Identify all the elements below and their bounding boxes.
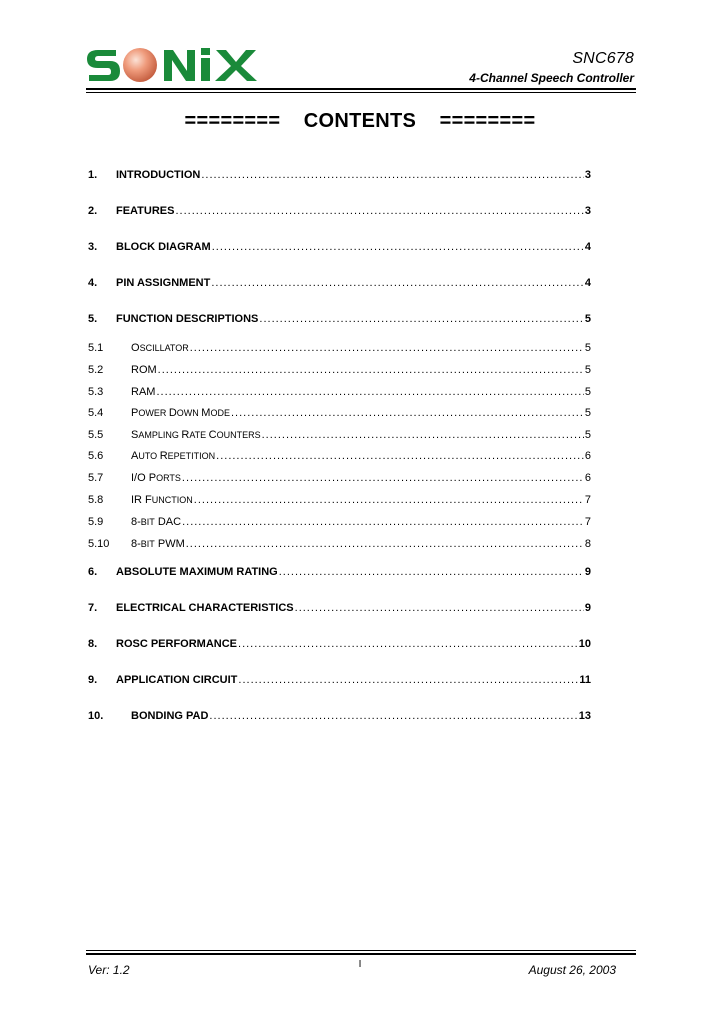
toc-page: 7 (584, 516, 591, 528)
toc-page: 5 (584, 386, 591, 398)
toc-title: ROM (131, 364, 157, 376)
document-date: August 26, 2003 (528, 963, 616, 977)
toc-page: 7 (584, 494, 591, 506)
toc-entry-block-diagram[interactable] (88, 241, 591, 257)
toc-number: 7. (88, 602, 98, 614)
toc-page: 5 (584, 364, 591, 376)
toc-number: 5.5 (88, 429, 104, 441)
toc-title: INTRODUCTION (116, 169, 201, 181)
toc-title: OSCILLATOR (131, 342, 189, 354)
toc-page: 13 (578, 710, 591, 722)
toc-page: 9 (584, 602, 591, 614)
leader-dots (295, 602, 584, 614)
leader-dots (262, 429, 584, 441)
toc-entry-features[interactable] (88, 205, 591, 221)
toc-title: ABSOLUTE MAXIMUM RATING (116, 566, 278, 578)
leader-dots (209, 710, 577, 722)
toc-title: AUTO REPETITION (131, 450, 216, 462)
toc-entry-rosc-performance[interactable] (88, 638, 591, 654)
toc-page: 11 (579, 674, 591, 686)
toc-title: FEATURES (116, 205, 175, 217)
leader-dots (211, 277, 584, 289)
version-label: Ver: 1.2 (88, 963, 130, 977)
footer-rule-thin (86, 950, 636, 951)
leader-dots (216, 450, 584, 462)
toc-title: BLOCK DIAGRAM (116, 241, 211, 253)
toc-number: 9. (88, 674, 98, 686)
toc-page: 3 (584, 205, 591, 217)
toc-entry-rom[interactable] (88, 364, 591, 380)
toc-number: 5.6 (88, 450, 104, 462)
toc-number: 1. (88, 169, 98, 181)
toc-page: 4 (584, 277, 591, 289)
toc-title: ELECTRICAL CHARACTERISTICS (116, 602, 294, 614)
contents-title: ======== CONTENTS ======== (184, 110, 536, 132)
toc-entry-oscillator[interactable] (88, 342, 591, 358)
toc-entry-sampling-rate-counters[interactable] (88, 429, 591, 445)
toc-number: 2. (88, 205, 98, 217)
toc-entry-auto-repetition[interactable] (88, 450, 591, 466)
leader-dots (279, 566, 584, 578)
toc-number: 5.9 (88, 516, 104, 528)
toc-entry-absolute-maximum-rating[interactable] (88, 566, 591, 582)
toc-title: SAMPLING RATE COUNTERS (131, 429, 261, 441)
toc-page: 8 (584, 538, 591, 550)
toc-title: POWER DOWN MODE (131, 407, 230, 419)
toc-page: 4 (584, 241, 591, 253)
leader-dots (201, 169, 584, 181)
toc-entry-ir-function[interactable] (88, 494, 591, 510)
toc-page: 5 (584, 429, 591, 441)
page-number: I (358, 959, 362, 970)
toc-number: 5.7 (88, 472, 104, 484)
toc-entry-ram[interactable] (88, 386, 591, 402)
toc-entry-power-down-mode[interactable] (88, 407, 591, 423)
product-subtitle: 4-Channel Speech Controller (469, 71, 634, 85)
toc-title: 8-BIT PWM (131, 538, 185, 550)
toc-number: 5. (88, 313, 98, 325)
toc-title: 8-BIT DAC (131, 516, 182, 528)
footer-rule (86, 953, 636, 955)
toc-number: 5.10 (88, 538, 110, 550)
leader-dots (259, 313, 583, 325)
toc-entry-introduction[interactable] (88, 169, 591, 185)
leader-dots (182, 516, 584, 528)
toc-title: FUNCTION DESCRIPTIONS (116, 313, 259, 325)
leader-dots (156, 386, 583, 398)
toc-entry-8bit-pwm[interactable] (88, 538, 591, 554)
toc-number: 5.4 (88, 407, 104, 419)
leader-dots (182, 472, 584, 484)
leader-dots (186, 538, 584, 550)
toc-title: PIN ASSIGNMENT (116, 277, 211, 289)
toc-entry-electrical-characteristics[interactable] (88, 602, 591, 618)
toc-title: BONDING PAD (131, 710, 209, 722)
toc-page: 3 (584, 169, 591, 181)
toc-entry-bonding-pad[interactable] (88, 710, 591, 726)
toc-title: IR FUNCTION (131, 494, 193, 506)
product-name: SNC678 (572, 50, 634, 67)
leader-dots (238, 674, 578, 686)
toc-number: 4. (88, 277, 98, 289)
leader-dots (231, 407, 584, 419)
toc-page: 5 (584, 407, 591, 419)
toc-entry-function-descriptions[interactable] (88, 313, 591, 329)
toc-number: 6. (88, 566, 98, 578)
toc-number: 3. (88, 241, 98, 253)
toc-page: 5 (584, 342, 591, 354)
toc-page: 9 (584, 566, 591, 578)
leader-dots (194, 494, 584, 506)
toc-title: ROSC PERFORMANCE (116, 638, 238, 650)
leader-dots (190, 342, 584, 354)
toc-title: RAM (131, 386, 156, 398)
toc-number: 5.3 (88, 386, 104, 398)
leader-dots (158, 364, 584, 376)
toc-entry-pin-assignment[interactable] (88, 277, 591, 293)
toc-number: 10. (88, 710, 104, 722)
toc-page: 10 (578, 638, 591, 650)
toc-title: APPLICATION CIRCUIT (116, 674, 238, 686)
toc-page: 6 (584, 472, 591, 484)
toc-entry-io-ports[interactable] (88, 472, 591, 488)
leader-dots (238, 638, 578, 650)
leader-dots (212, 241, 584, 253)
toc-number: 8. (88, 638, 98, 650)
toc-number: 5.8 (88, 494, 104, 506)
toc-title: I/O PORTS (131, 472, 181, 484)
toc-entry-application-circuit[interactable] (88, 674, 591, 690)
toc-page: 5 (584, 313, 591, 325)
leader-dots (175, 205, 583, 217)
toc-number: 5.1 (88, 342, 104, 354)
toc-number: 5.2 (88, 364, 104, 376)
toc-page: 6 (584, 450, 591, 462)
toc-entry-8bit-dac[interactable] (88, 516, 591, 532)
